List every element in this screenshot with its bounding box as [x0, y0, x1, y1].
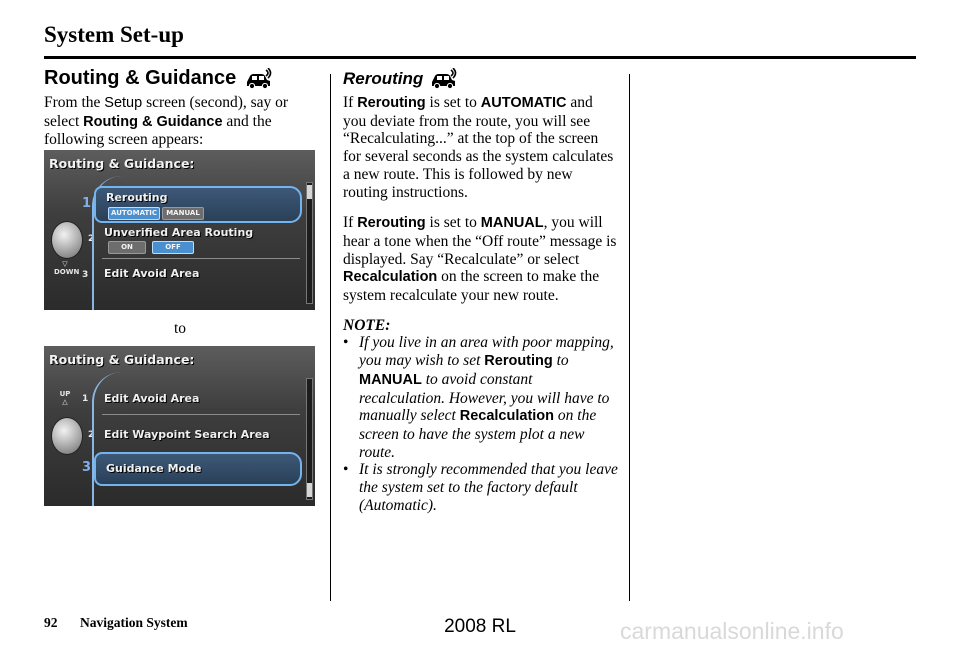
menu-item-edit-avoid-area[interactable] [94, 386, 302, 414]
screen-title: Routing & Guidance: [49, 156, 195, 171]
interface-dial-icon [51, 417, 83, 455]
list-number-2: 2 [88, 430, 95, 440]
title-rule [44, 56, 916, 59]
divider [102, 414, 300, 415]
scroll-thumb[interactable] [307, 483, 312, 497]
column-divider [330, 74, 331, 601]
note-label: NOTE: [343, 316, 391, 334]
edit-waypoint-label: Edit Waypoint Search Area [104, 428, 270, 441]
section-heading [44, 68, 320, 90]
watermark-url: carmanualsonline.info [620, 618, 844, 644]
menu-item-rerouting[interactable] [94, 186, 302, 223]
subsection-heading [343, 68, 619, 90]
page-title: System Set-up [44, 22, 184, 47]
list-number-3: 3 [82, 460, 92, 475]
routing-guidance-term: Routing & Guidance [83, 113, 223, 130]
right-column [343, 68, 619, 514]
list-number-2: 2 [88, 234, 95, 244]
to-text: to [174, 320, 187, 337]
list-item: • If you live in an area with poor mapping, you may wish to set Rerouting to MANUAL to avoid constant recalculation. However, you will have to manually select Recalculation on the screen to have the system plot a new route. [343, 334, 619, 461]
rerouting-automatic-paragraph: If Rerouting is set to AUTOMATIC and you deviate from the route, you will see “Recalculating...” at the top of the screen for several seconds as the system calculates a new route. This is followed by new routing instructions. [343, 94, 614, 201]
note-list [343, 334, 619, 514]
list-number-1: 1 [82, 196, 92, 211]
menu-item-guidance-mode[interactable] [94, 452, 302, 486]
scroll-thumb[interactable] [307, 185, 312, 199]
scrollbar[interactable] [306, 182, 313, 304]
edit-avoid-area-label: Edit Avoid Area [104, 267, 200, 280]
list-item: • It is strongly recommended that you leave the system set to the factory default (Automatic). [343, 461, 619, 514]
subsection-heading-text: Rerouting [343, 69, 424, 89]
model-label: 2008 RL [444, 616, 516, 637]
option-on[interactable]: ON [108, 241, 146, 254]
menu-item-unverified-area-routing[interactable] [94, 225, 302, 259]
setup-term: Setup [104, 95, 143, 111]
menu-item-edit-waypoint-search-area[interactable] [94, 422, 302, 450]
down-hint: ▽ DOWN [54, 260, 80, 276]
option-manual[interactable]: MANUAL [162, 207, 204, 220]
interface-dial-icon [51, 221, 83, 259]
menu-item-edit-avoid-area[interactable] [94, 262, 302, 292]
section-heading-text: Routing & Guidance [44, 67, 237, 90]
nav-screen-2 [44, 346, 315, 506]
car-voice-icon [429, 68, 457, 90]
car-voice-icon [244, 68, 272, 90]
edit-avoid-area-label: Edit Avoid Area [104, 392, 200, 405]
divider [102, 258, 300, 259]
rerouting-manual-paragraph: If Rerouting is set to MANUAL, you will hear a tone when the “Off route” message is displayed. Say “Recalculate” or select Recalculation on the screen to make the system recalculate your new route. [343, 214, 617, 305]
intro-paragraph: From the Setup screen (second), say or select Routing & Guidance and the following screen appears: [44, 94, 289, 149]
list-number-3: 3 [82, 270, 89, 280]
screen-title: Routing & Guidance: [49, 352, 195, 367]
list-number-1: 1 [82, 394, 89, 404]
guidance-mode-label: Guidance Mode [106, 462, 202, 475]
option-automatic[interactable]: AUTOMATIC [108, 207, 160, 220]
option-off[interactable]: OFF [152, 241, 194, 254]
column-divider [629, 74, 630, 601]
left-column [44, 68, 320, 149]
up-hint: UP △ [59, 390, 71, 406]
footer-section: Navigation System [80, 615, 188, 630]
page-number: 92 [44, 615, 58, 630]
unverified-area-label: Unverified Area Routing [104, 226, 254, 239]
scrollbar[interactable] [306, 378, 313, 500]
nav-screen-1 [44, 150, 315, 310]
rerouting-label: Rerouting [106, 191, 168, 204]
